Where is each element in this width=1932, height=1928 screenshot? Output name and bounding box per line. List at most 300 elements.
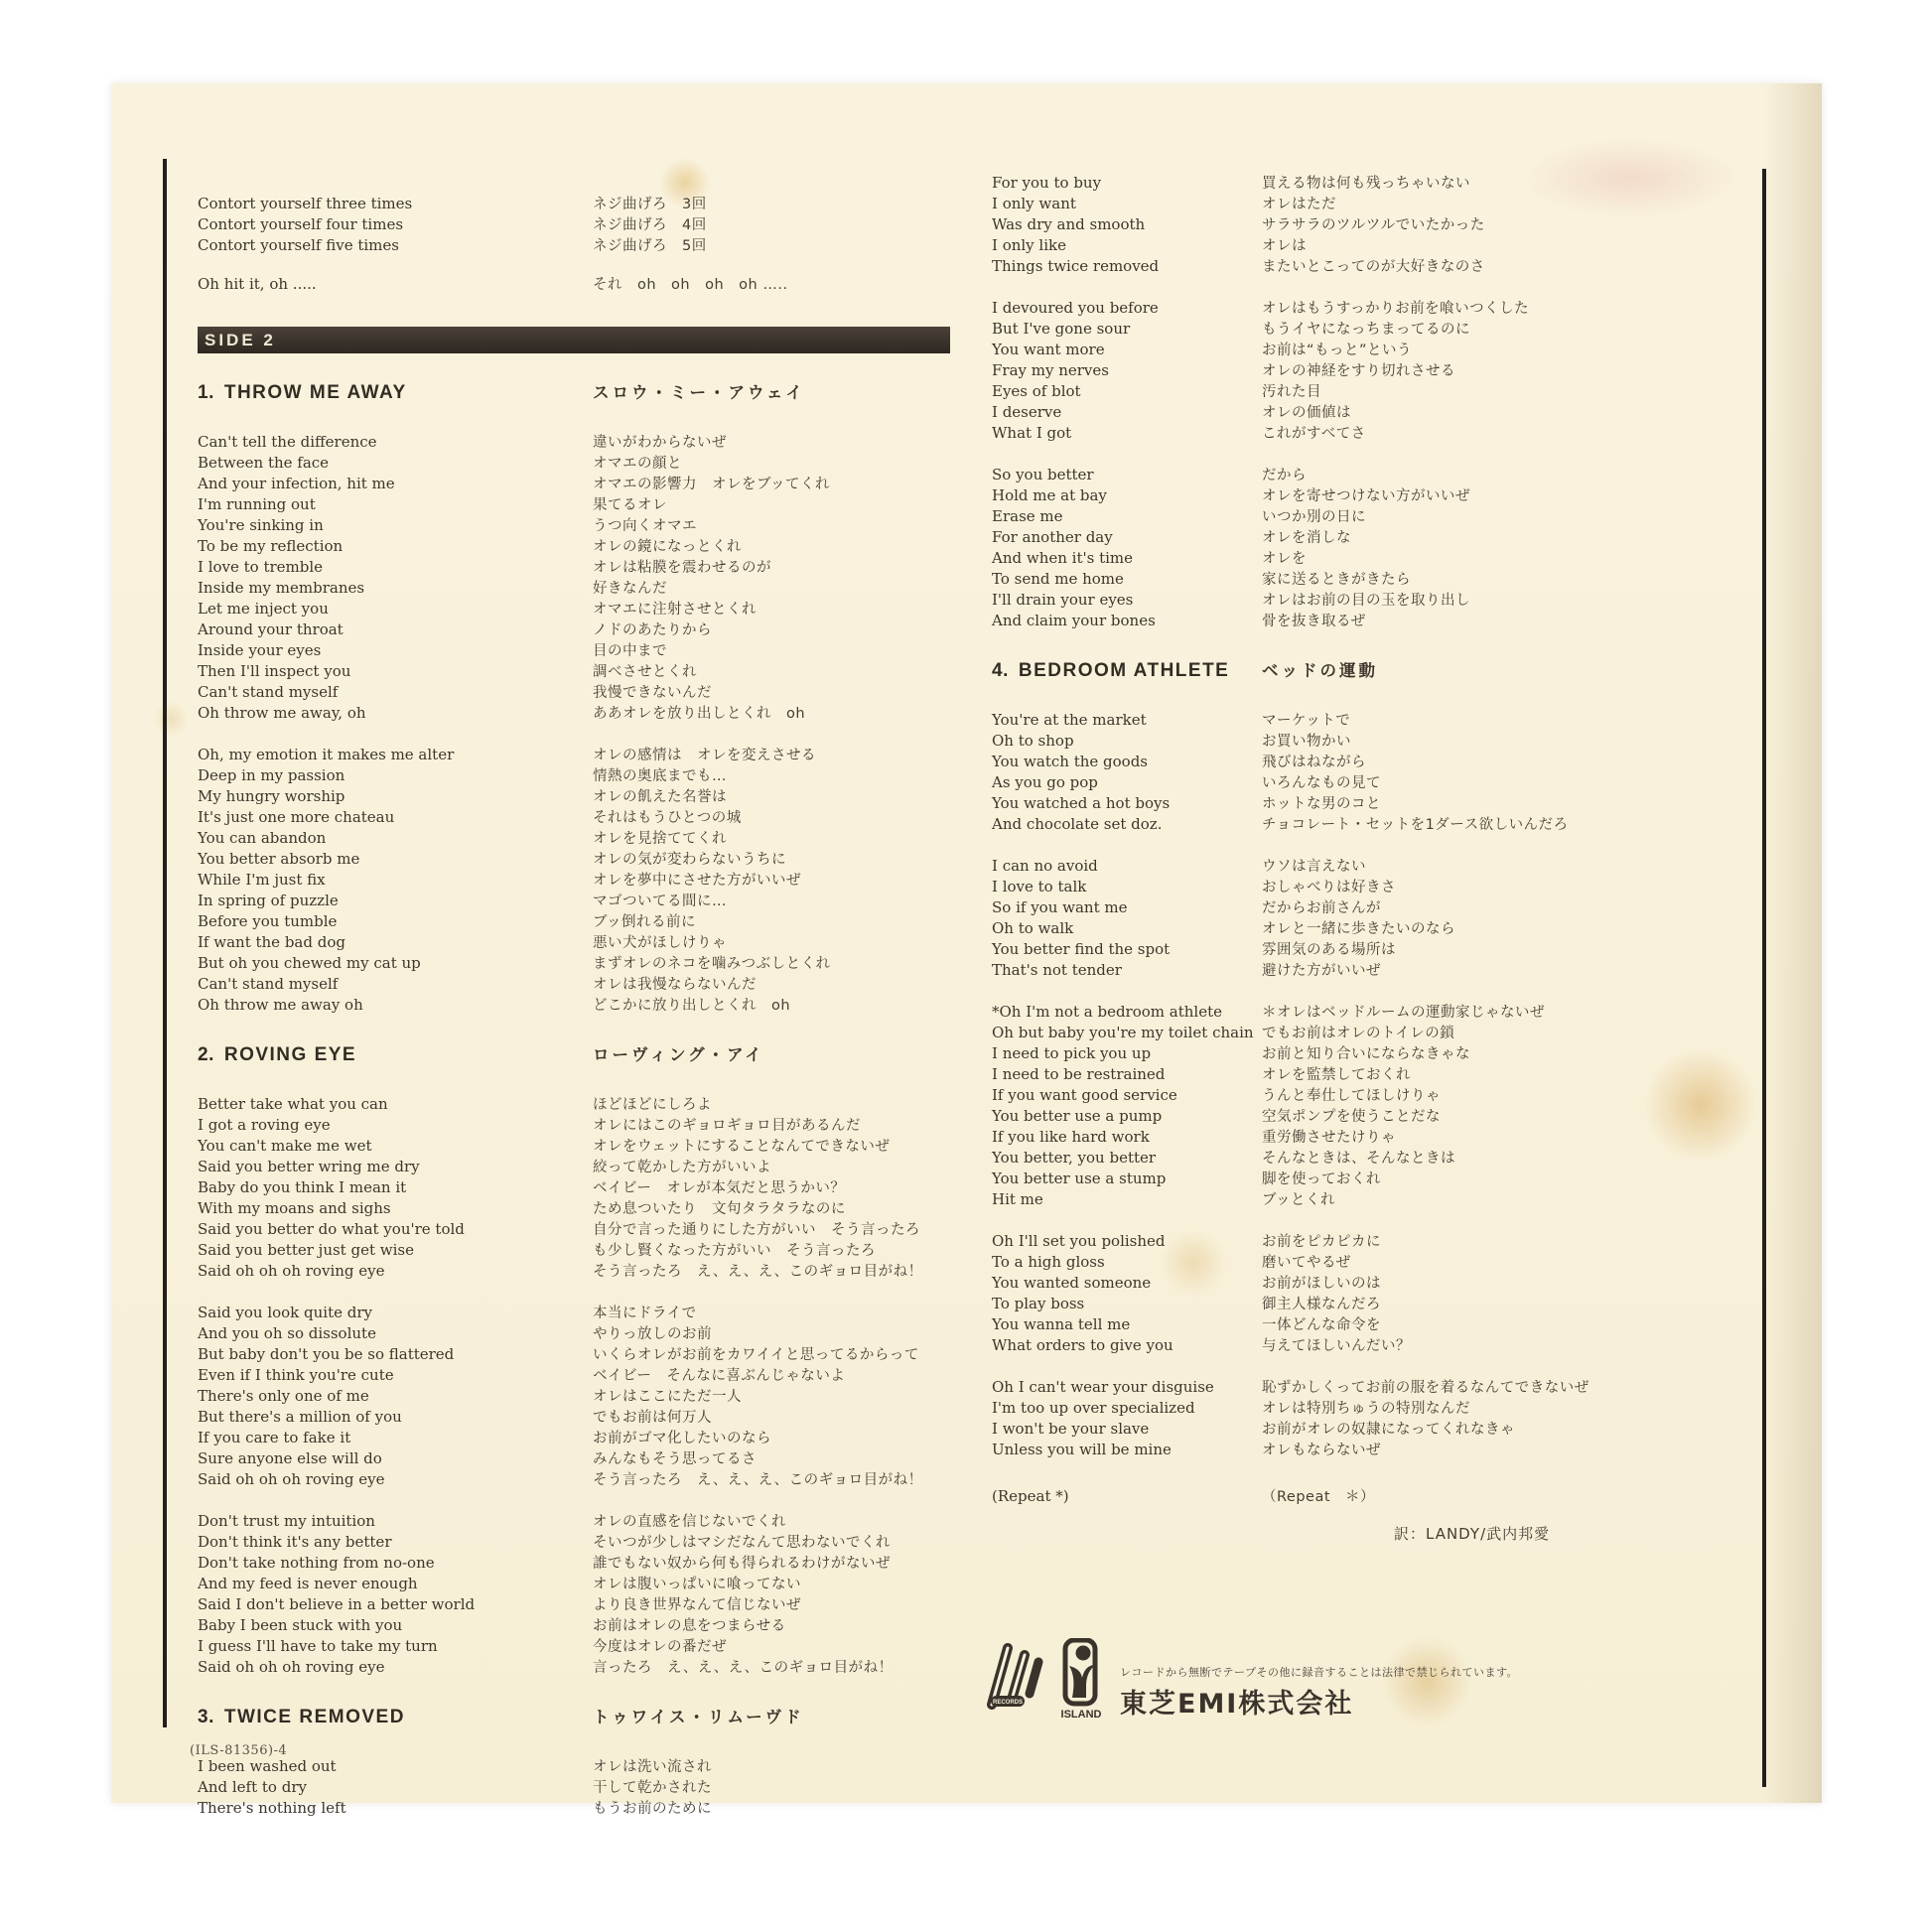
lyric-line [198,1198,967,1219]
lyric-line [198,682,967,703]
stanza [992,465,1764,631]
lyric-en: In spring of puzzle [198,892,339,909]
lyric-jp: 汚れた目 [1262,384,1321,400]
lyric-jp: お買い物かい [1262,734,1351,750]
lyric-line [198,911,967,932]
stanza [198,1094,967,1282]
lyric-en: For you to buy [992,174,1102,192]
lyric-en: Better take what you can [198,1095,388,1113]
lyric-line [198,1594,967,1615]
lyric-jp: いろんなもの見て [1262,775,1381,791]
lyric-jp: だから [1262,468,1307,483]
lyric-jp: そう言ったろ え、え、え、このギョロ目がね！ [593,1264,923,1280]
lyric-line [992,611,1764,631]
song-number: 2. [198,1044,214,1065]
left-column [198,173,967,1840]
lyric-line [992,1335,1764,1356]
lyric-line [992,1064,1764,1085]
lyric-en: To be my reflection [198,537,344,555]
lyric-en: To play boss [992,1295,1085,1312]
lyric-en: Oh but baby you're my toilet chain [992,1024,1254,1041]
lyric-jp: 恥ずかしくってお前の服を着るなんてできないぜ [1262,1380,1589,1396]
lyric-jp: オレの飢えた名誉は [593,789,727,805]
lyric-jp: も少し賢くなった方がいい そう言ったろ [593,1243,876,1259]
lyric-jp: マゴついてる間に… [593,894,727,909]
publisher-footer [975,1638,1518,1721]
lyric-en: Hit me [992,1190,1043,1208]
lyric-line [198,474,967,494]
catalog-number: (ILS-81356)-4 [190,1743,288,1758]
lyric-line [198,494,967,515]
lyric-en: There's nothing left [198,1799,346,1817]
lyric-line [992,752,1764,772]
lyric-jp: オレは粘膜を震わせるのが [593,560,771,576]
lyric-en: It's just one more chateau [198,808,395,826]
lyric-line [198,745,967,765]
lyric-jp: ベイビー そんなに喜ぶんじゃないよ [593,1368,846,1384]
lyric-en: I need to be restrained [992,1065,1166,1083]
lyric-jp: 調べさせとくれ [593,664,697,680]
lyric-line [198,932,967,953]
song-name-jp: スロウ・ミー・アウェイ [593,383,805,402]
lyric-jp: オレにはこのギョロギョロ目があるんだ [593,1118,861,1134]
lyric-jp: 今度はオレの番だぜ [593,1639,727,1655]
lyric-en: Said oh oh oh roving eye [198,1658,385,1676]
lyric-jp: 好きなんだ [593,581,667,597]
lyric-line [198,1240,967,1261]
lyric-jp: オレはお前の目の玉を取り出し [1262,593,1470,609]
lyric-en: You watch the goods [992,753,1148,770]
lyric-en: You wanted someone [992,1274,1152,1292]
lyric-jp: オレをウェットにすることなんてできないぜ [593,1139,891,1155]
lyric-en: I can no avoid [992,857,1098,875]
lyric-line [992,1273,1764,1294]
lyric-en: Contort yourself five times [198,236,399,254]
lyric-jp: 買える物は何も残っちゃいない [1262,176,1470,192]
lyric-en: I devoured you before [992,299,1159,317]
lyric-jp: オレの神経をすり切れさせる [1262,363,1455,379]
lyric-jp: 我慢できないんだ [593,685,712,701]
lyric-line [198,1428,967,1448]
stanza [198,1303,967,1490]
lyric-en: Before you tumble [198,912,338,930]
lyric-sheet [111,83,1822,1817]
lyric-line [992,465,1764,485]
lyric-line [992,1127,1764,1148]
lyric-line [198,1798,967,1819]
lyric-jp: オレはもうすっかりお前を喰いつくした [1262,301,1530,317]
lyric-en: You can abandon [198,829,327,847]
lyric-en: I'm too up over specialized [992,1399,1195,1417]
lyric-line [992,235,1764,256]
lyric-en: You're sinking in [198,516,324,534]
lyric-en: I only like [992,236,1066,254]
lyric-en: You can't make me wet [198,1137,372,1155]
lyric-jp: オレの価値は [1262,405,1351,421]
lyric-en: I need to pick you up [992,1044,1152,1062]
lyric-en: And your infection, hit me [198,475,395,492]
lyric-jp: 空気ポンプを使うことだな [1262,1109,1441,1125]
lyric-line [198,578,967,599]
lyric-line [198,995,967,1016]
lyric-line [992,1023,1764,1043]
song-number: 4. [992,660,1009,681]
lyric-line [992,298,1764,319]
lyric-line [992,194,1764,214]
lyric-line [198,1115,967,1136]
lyric-line [992,173,1764,194]
lyric-en: Oh to walk [992,919,1074,937]
song-name-jp: ベッドの運動 [1262,661,1378,680]
lyric-en: I been washed out [198,1757,337,1775]
lyric-line [992,1398,1764,1419]
lyric-line [992,360,1764,381]
lyric-jp: もうお前のために [593,1801,712,1817]
lyric-jp: またいとこってのが大好きなのさ [1262,259,1485,275]
copyright-note: レコードから無断でテープその他に録音することは法律で禁じられています。 [1120,1666,1519,1679]
stanza [198,432,967,724]
lyric-jp: 重労働させたけりゃ [1262,1130,1396,1146]
lyric-jp: ネジ曲げろ 5回 [593,238,707,254]
lyric-jp: 違いがわからないぜ [593,435,727,451]
lyric-line [992,402,1764,423]
lyric-line [992,710,1764,731]
song-title [992,657,1764,682]
lyric-line [198,1448,967,1469]
lyric-en: That's not tender [992,961,1122,979]
lyric-jp: 一体どんな命令を [1262,1317,1381,1333]
lyric-en: Can't stand myself [198,975,339,993]
lyric-line [198,1756,967,1777]
lyric-jp: でもお前はオレのトイレの鎖 [1262,1026,1455,1041]
lyric-jp: ブッ倒れる前に [593,914,696,930]
lyric-jp: オレはただ [1262,197,1336,212]
lyric-en: Between the face [198,454,330,472]
lyric-line [992,1419,1764,1440]
lyric-jp: 骨を抜き取るぜ [1262,614,1366,629]
lyric-line [992,1043,1764,1064]
company-name: 東芝EMI株式会社 [1120,1689,1354,1720]
lyric-en: You watched a hot boys [992,794,1171,812]
lyric-en: My hungry worship [198,787,345,805]
lyric-line [198,1657,967,1678]
lyric-line [992,1148,1764,1169]
lyric-jp: オレを監禁しておくれ [1262,1067,1411,1083]
lyric-line [198,1136,967,1157]
lyric-line [992,485,1764,506]
lyric-jp: オレを消しな [1262,530,1351,546]
lyric-line [198,194,967,214]
lyric-line [992,1486,1764,1507]
lyric-jp: 家に送るときがきたら [1262,572,1411,588]
lyric-en: I love to tremble [198,558,324,576]
lyric-en: Said you better wring me dry [198,1158,420,1175]
stanza [992,298,1764,444]
lyric-line [198,1219,967,1240]
lyric-jp: 干して乾かされた [593,1780,712,1796]
lyric-line [992,1440,1764,1460]
stanza [198,745,967,1016]
lyric-en: Oh to shop [992,732,1074,750]
lyric-jp: 誰でもない奴から何も得られるわけがないぜ [593,1556,891,1572]
lyric-en: Sure anyone else will do [198,1449,382,1467]
lyric-line [992,960,1764,981]
lyric-en: Said oh oh oh roving eye [198,1470,385,1488]
lyric-en: Inside your eyes [198,641,322,659]
lyric-en: Even if I think you're cute [198,1366,394,1384]
lyric-jp: やりっ放しのお前 [593,1326,712,1342]
lyric-en: Baby I been stuck with you [198,1616,403,1634]
lyric-line [992,256,1764,277]
lyric-jp: ホットな男のコと [1262,796,1381,812]
lyric-en: Said you better just get wise [198,1241,414,1259]
lyric-line [198,1157,967,1177]
lyric-jp: そんなときは、そんなときは [1262,1151,1455,1167]
lyric-line [198,849,967,870]
lyric-jp: ああオレを放り出しとくれ oh [593,706,806,722]
lyric-en: Erase me [992,507,1063,525]
lyric-line [198,1323,967,1344]
lyric-en: To a high gloss [992,1253,1105,1271]
lyric-line [198,453,967,474]
lyric-line [198,1261,967,1282]
lyric-jp: 飛びはねながら [1262,755,1366,770]
lyric-jp: お前がオレの奴隷になってくれなきゃ [1262,1422,1515,1438]
lyric-line [198,807,967,828]
island-palm-logo [1058,1638,1104,1721]
lyric-jp: ＊オレはベッドルームの運動家じゃないぜ [1262,1005,1545,1021]
lyric-en: Oh I'll set you polished [992,1232,1166,1250]
lyric-line [992,877,1764,897]
lyric-jp: オマエに注射させとくれ [593,602,757,618]
lyric-line [198,661,967,682]
lyric-en: If you like hard work [992,1128,1150,1146]
lyric-en: *Oh I'm not a bedroom athlete [992,1003,1222,1021]
lyric-jp: オマエの影響力 オレをブッてくれ [593,477,830,492]
repeat-row [992,1486,1764,1507]
lyric-jp: ウソは言えない [1262,859,1366,875]
lyric-line [992,1377,1764,1398]
lyric-jp: オレを寄せつけない方がいいぜ [1262,488,1470,504]
lyric-jp: サラサラのツルツルでいたかった [1262,217,1485,233]
lyric-en: What I got [992,424,1072,442]
right-column [992,173,1764,1544]
lyric-line [992,319,1764,340]
lyric-jp: お前をピカピカに [1262,1234,1381,1250]
lyric-en: Can't tell the difference [198,433,377,451]
lyric-jp: みんなもそう思ってるさ [593,1451,757,1467]
lyric-line [992,1252,1764,1273]
lyric-jp: 絞って乾かした方がいいよ [593,1160,771,1175]
lyric-en: Don't take nothing from no-one [198,1554,435,1572]
lyric-en: Oh throw me away oh [198,996,363,1014]
lyric-line [198,703,967,724]
lyric-jp: お前がゴマ化したいのなら [593,1431,771,1446]
song-title [198,1041,967,1066]
records-label: RECORDS [992,1700,1024,1706]
lyric-en: And my feed is never enough [198,1575,418,1592]
song-name-jp: ローヴィング・アイ [593,1045,764,1064]
lyric-line [198,274,967,295]
lyric-en: Fray my nerves [992,361,1109,379]
lyric-jp: より良き世界なんて信じないぜ [593,1597,801,1613]
song-title-en [198,382,593,404]
lyric-line [198,536,967,557]
lyric-jp: これがすべてさ [1262,426,1366,442]
lyric-en: And chocolate set doz. [992,815,1163,833]
lyric-line [198,1553,967,1574]
lyric-en: Contort yourself four times [198,215,404,233]
lyric-en: Oh hit it, oh ..... [198,275,317,293]
lyric-jp: どこかに放り出しとくれ oh [593,998,791,1014]
lyric-jp: （Repeat ＊） [1262,1489,1376,1505]
lyric-line [198,432,967,453]
song-title-en [992,660,1262,682]
lyric-line [198,1407,967,1428]
lyric-jp: お前がほしいのは [1262,1276,1381,1292]
publisher-text [1120,1664,1518,1721]
right-songs-block [992,657,1764,1460]
song-number: 3. [198,1707,214,1727]
lyric-en: I'm running out [198,495,316,513]
lyric-jp: もうイヤになっちまってるのに [1262,322,1470,338]
lyric-line [198,1094,967,1115]
lyric-en: I only want [992,195,1076,212]
lyric-en: Oh throw me away, oh [198,704,366,722]
stanza [992,1377,1764,1460]
lyric-line [198,620,967,640]
lyric-en: Baby do you think I mean it [198,1178,407,1196]
song-title-en [198,1707,593,1728]
lyric-jp: それ oh oh oh oh ….. [593,277,788,293]
lyric-jp: ネジ曲げろ 3回 [593,197,707,212]
lyric-jp: 脚を使っておくれ [1262,1171,1381,1187]
lyric-jp: オレと一緒に歩きたいのなら [1262,921,1455,937]
lyric-jp: 自分で言った通りにした方がいい そう言ったろ [593,1222,920,1238]
lyric-jp: 本当にドライで [593,1306,697,1321]
lyric-en: You better use a pump [992,1107,1163,1125]
lyric-line [198,1344,967,1365]
lyric-line [992,897,1764,918]
side-2-label: SIDE 2 [205,331,276,349]
lyric-jp: ため息ついたり 文句タラタラなのに [593,1201,846,1217]
lyric-en: Deep in my passion [198,766,345,784]
lyric-jp: 御主人様なんだろ [1262,1297,1381,1312]
lyric-jp: お前は“もっと”という [1262,343,1413,358]
lyric-en: You better absorb me [198,850,360,868]
song-title [198,1704,967,1728]
lyric-line [992,527,1764,548]
lyric-jp: 目の中まで [593,643,667,659]
lyric-en: You want more [992,341,1105,358]
lyric-en: There's only one of me [198,1387,369,1405]
lyric-jp: いくらオレがお前をカワイイと思ってるからって [593,1347,919,1363]
lyric-en: Oh, my emotion it makes me alter [198,746,455,763]
stanza [992,1002,1764,1210]
stanza [992,856,1764,981]
lyric-en: And claim your bones [992,612,1156,629]
lyric-line [992,506,1764,527]
lyric-jp: まずオレのネコを噛みつぶしとくれ [593,956,831,972]
lyric-en: And when it's time [992,549,1134,567]
song-title-en [198,1044,593,1066]
lyric-en: But there's a million of you [198,1408,402,1426]
lyric-jp: オレは腹いっぱいに喰ってない [593,1577,801,1592]
lyric-en: While I'm just fix [198,871,326,889]
lyric-jp: オレは洗い流され [593,1759,712,1775]
lyric-line [198,828,967,849]
song-name-en: THROW ME AWAY [223,382,407,403]
lyric-en: You're at the market [992,711,1147,729]
lyric-line [198,1777,967,1798]
song-name-en: ROVING EYE [223,1044,357,1065]
left-songs-block [198,379,967,1819]
lyric-en: I got a roving eye [198,1116,331,1134]
song-name-jp: トゥワイス・リムーヴド [593,1708,804,1726]
lyric-jp: オレの感情は オレを変えさせる [593,748,816,763]
lyric-jp: オレの気が変わらないうちに [593,852,786,868]
lyric-jp: 悪い犬がほしけりゃ [593,935,727,951]
lyric-en: So if you want me [992,898,1128,916]
lyric-en: You better use a stump [992,1170,1167,1187]
lyric-line [992,340,1764,360]
lyric-en: Said I don't believe in a better world [198,1595,476,1613]
lyric-jp: 与えてほしいんだい？ [1262,1338,1411,1354]
lyric-en: As you go pop [992,773,1098,791]
lyric-en: Don't trust my intuition [198,1512,375,1530]
lyric-en: To send me home [992,570,1124,588]
lyric-line [992,381,1764,402]
lyric-en: Said you better do what you're told [198,1220,465,1238]
island-label: ISLAND [1060,1709,1102,1721]
lyric-en: Around your throat [198,620,344,638]
song-number: 1. [198,382,214,403]
lyric-jp: オレの直感を信じないでくれ [593,1514,786,1530]
lyric-line [992,590,1764,611]
lyric-line [198,214,967,235]
lyric-jp: オレは特別ちゅうの特別なんだ [1262,1401,1470,1417]
lyric-line [992,1106,1764,1127]
song-name-en: TWICE REMOVED [223,1707,405,1727]
lyric-jp: ノドのあたりから [593,622,712,638]
song-title [198,379,967,404]
lyric-line [198,974,967,995]
lyric-line [198,1574,967,1594]
lyric-en: If you care to fake it [198,1429,351,1446]
lyric-jp: オレもならないぜ [1262,1443,1381,1458]
lyric-en: Inside my membranes [198,579,365,597]
lyric-line [992,423,1764,444]
lyric-en: I guess I'll have to take my turn [198,1637,438,1655]
lyric-en: I love to talk [992,878,1087,895]
song-name-en: BEDROOM ATHLETE [1018,660,1230,681]
lyric-jp: オレは [1262,238,1307,254]
lyric-line [992,1231,1764,1252]
lyric-jp: うつ向くオマエ [593,518,697,534]
lyric-line [992,1294,1764,1314]
lyric-jp: ブッとくれ [1262,1192,1335,1208]
lyric-line [198,1511,967,1532]
lyric-line [992,1002,1764,1023]
side-2-header [198,327,950,353]
lyric-jp: だからお前さんが [1262,900,1381,916]
lyric-jp: オレを見捨ててくれ [593,831,727,847]
lyric-jp: オマエの顔と [593,456,682,472]
lyric-line [198,786,967,807]
lyric-line [992,731,1764,752]
lyric-en: I'll drain your eyes [992,591,1134,609]
lyric-line [198,557,967,578]
